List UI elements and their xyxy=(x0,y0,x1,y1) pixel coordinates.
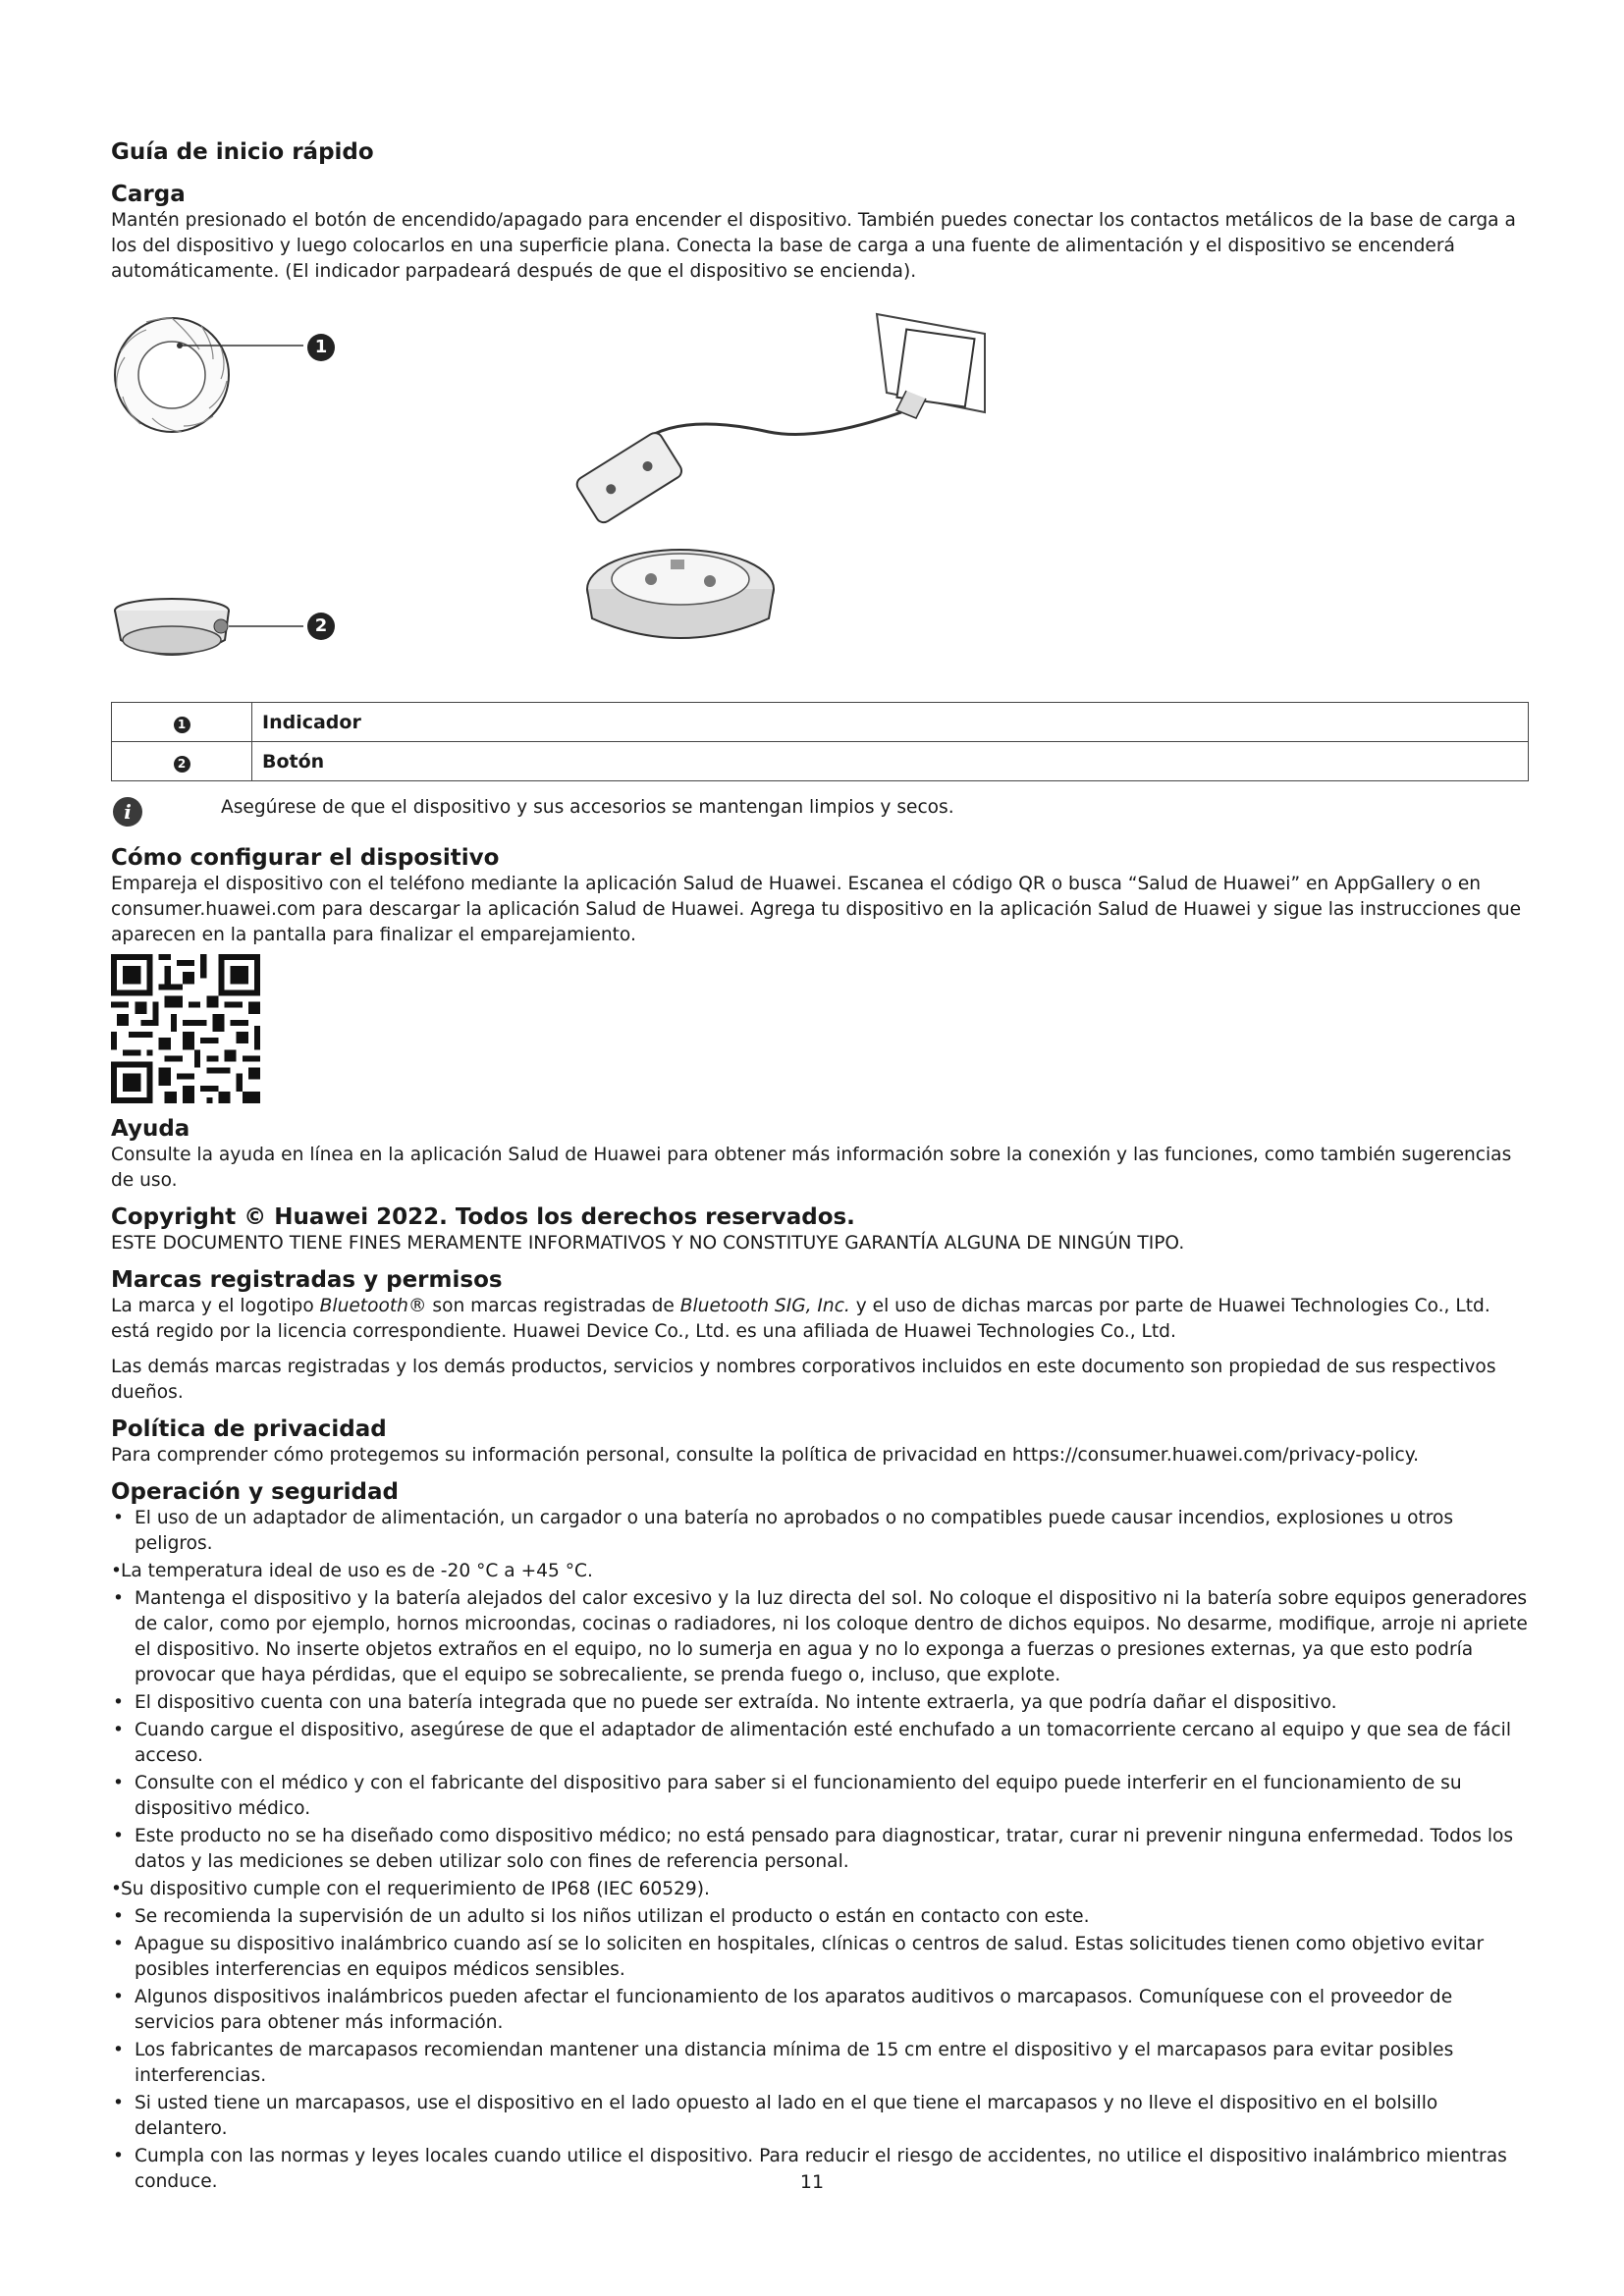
marcas-paragraph-1 xyxy=(111,1294,1529,1345)
list-item: • Si usted tiene un marcapasos, use el dispositivo en el lado opuesto al lado en el que tiene el marcapasos y no lleve el dispositivo en el bolsillo delantero. xyxy=(111,2091,1529,2142)
callout-1-icon: 1 xyxy=(307,334,335,361)
marcas-paragraph-2: Las demás marcas registradas y los demás productos, servicios y nombres corporativos incluidos en este documento son propiedad de sus respectivos dueños. xyxy=(111,1357,1496,1403)
list-item: • Este producto no se ha diseñado como dispositivo médico; no está pensado para diagnosticar, tratar, curar ni prevenir ninguna enfermedad. Todos los datos y las mediciones se deben utilizar solo con fines de referencia personal. xyxy=(111,1824,1529,1875)
section-heading-ayuda: Ayuda xyxy=(111,1116,190,1142)
marcas-text: y el uso de dichas marcas por parte de Huawei Technologies Co., Ltd. está regido por la licencia correspondiente. Huawei Device Co., Ltd. es una afiliada de Huawei Technologies Co., Ltd. xyxy=(111,1296,1490,1342)
legend-row xyxy=(112,742,1529,781)
page-number: 11 xyxy=(799,2171,825,2193)
privacidad-paragraph: Para comprender cómo protegemos su información personal, consulte la política de privacidad en https://consumer.huawei.com/privacy-policy. xyxy=(111,1445,1420,1466)
marcas-text: son marcas registradas de xyxy=(426,1296,680,1316)
section-heading-seguridad: Operación y seguridad xyxy=(111,1479,399,1505)
charging-illustration xyxy=(111,294,1529,702)
list-item: • Algunos dispositivos inalámbricos pueden afectar el funcionamiento de los aparatos auditivos o marcapasos. Comuníquese con el proveedor de servicios para obtener más información. xyxy=(111,1985,1529,2036)
list-item: • Los fabricantes de marcapasos recomiendan mantener una distancia mínima de 15 cm entre el dispositivo y el marcapasos para evitar posibles interferencias. xyxy=(111,2038,1529,2089)
qr-code[interactable] xyxy=(111,954,1529,1107)
list-item: • El dispositivo cuenta con una batería integrada que no puede ser extraída. No intente extraerla, ya que podría dañar el dispositivo. xyxy=(111,1690,1529,1716)
document-page xyxy=(111,139,1529,2197)
list-item: • Cuando cargue el dispositivo, asegúrese de que el adaptador de alimentación esté enchufado a un tomacorriente cercano al equipo y que sea de fácil acceso. xyxy=(111,1718,1529,1769)
section-heading-privacidad: Política de privacidad xyxy=(111,1416,387,1442)
info-icon: i xyxy=(113,797,142,827)
marcas-text: La marca y el logotipo xyxy=(111,1296,320,1316)
legend-num-cell: 2 xyxy=(112,742,252,781)
legend-table xyxy=(111,702,1529,781)
bluetooth-sig-name: Bluetooth SIG, Inc. xyxy=(679,1296,850,1316)
list-item: • La temperatura ideal de uso es de -20 °C a +45 °C. xyxy=(111,1559,1529,1584)
info-note xyxy=(111,787,1529,830)
list-item: • Se recomienda la supervisión de un adulto si los niños utilizan el producto o están en contacto con este. xyxy=(111,1904,1529,1930)
legend-num-cell: 1 xyxy=(112,703,252,742)
list-item: • El uso de un adaptador de alimentación, un cargador o una batería no aprobados o no compatibles puede causar incendios, explosiones u otros peligros. xyxy=(111,1506,1529,1557)
section-heading-marcas: Marcas registradas y permisos xyxy=(111,1267,503,1293)
bluetooth-mark: Bluetooth® xyxy=(319,1296,427,1316)
device-side-view-illustration xyxy=(111,589,337,687)
callout-2-icon: 2 xyxy=(307,613,335,640)
device-top-view-illustration xyxy=(111,314,337,442)
qr-code-icon xyxy=(111,954,260,1103)
list-item: • Mantenga el dispositivo y la batería alejados del calor excesivo y la luz directa del sol. No coloque el dispositivo ni la batería sobre equipos generadores de calor, como por ejemplo, hornos microondas, cocinas o radiadores, ni los coloque dentro de dichos equipos. No desarme, modifique, arroje ni apriete el dispositivo. No inserte objetos extraños en el equipo, no lo sumerja en agua y no lo exponga a fuerzas o presiones externas, ya que esto podría provocar que haya pérdidas, que el equipo se sobrecaliente, se prenda fuego o, incluso, que explote. xyxy=(111,1586,1529,1688)
list-item: • Apague su dispositivo inalámbrico cuando así se lo soliciten en hospitales, clínicas o centros de salud. Estas solicitudes tienen como objetivo evitar posibles interferencias en equipos médicos sensibles. xyxy=(111,1932,1529,1983)
section-heading-carga: Carga xyxy=(111,182,186,207)
setup-paragraph: Empareja el dispositivo con el teléfono mediante la aplicación Salud de Huawei. Escanea el código QR o busca “Salud de Huawei” en AppGallery o en consumer.huawei.com para descargar la aplicación Salud de Huawei. Agrega tu dispositivo en la aplicación Salud de Huawei y sigue las instrucciones que aparecen en la pantalla para finalizar el emparejamiento. xyxy=(111,874,1522,945)
section-heading-setup: Cómo configurar el dispositivo xyxy=(111,845,500,871)
list-item: • Cumpla con las normas y leyes locales cuando utilice el dispositivo. Para reducir el riesgo de accidentes, no utilice el dispositivo inalámbrico mientras conduce. xyxy=(111,2144,1529,2195)
carga-paragraph: Mantén presionado el botón de encendido/apagado para encender el dispositivo. También puedes conectar los contactos metálicos de la base de carga a los del dispositivo y luego colocarlos en una superficie plana. Conecta la base de carga a una fuente de alimentación y el dispositivo se encenderá automáticamente. (El indicador parpadeará después de que el dispositivo se encienda). xyxy=(111,210,1516,282)
legend-label-cell: Botón xyxy=(252,742,1529,781)
legend-label-cell: Indicador xyxy=(252,703,1529,742)
note-text: Asegúrese de que el dispositivo y sus accesorios se mantengan limpios y secos. xyxy=(221,797,954,818)
copyright-paragraph: ESTE DOCUMENTO TIENE FINES MERAMENTE INFORMATIVOS Y NO CONSTITUYE GARANTÍA ALGUNA DE NINGÚN TIPO. xyxy=(111,1233,1185,1254)
safety-list xyxy=(111,1506,1529,2195)
list-item: • Consulte con el médico y con el fabricante del dispositivo para saber si el funcionamiento del equipo puede interferir en el funcionamiento de su dispositivo médico. xyxy=(111,1771,1529,1822)
ayuda-paragraph: Consulte la ayuda en línea en la aplicación Salud de Huawei para obtener más información sobre la conexión y las funciones, como también sugerencias de uso. xyxy=(111,1145,1512,1191)
legend-row xyxy=(112,703,1529,742)
document-title: Guía de inicio rápido xyxy=(111,139,374,165)
section-heading-copyright: Copyright © Huawei 2022. Todos los derechos reservados. xyxy=(111,1204,855,1230)
charging-base-illustration xyxy=(523,294,1112,702)
list-item: • Su dispositivo cumple con el requerimiento de IP68 (IEC 60529). xyxy=(111,1877,1529,1902)
